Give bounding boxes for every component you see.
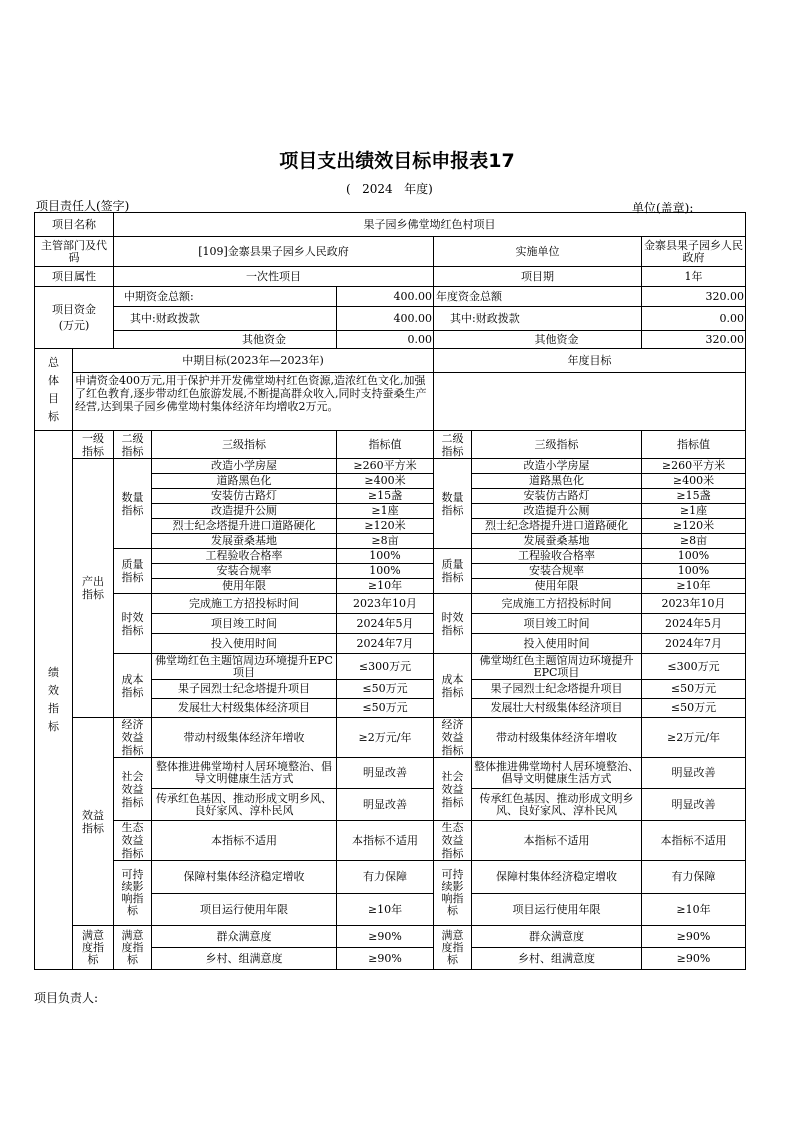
- indicator-name-annual: 带动村级集体经济年增收: [472, 718, 642, 758]
- indicator-value-annual: ≥260平方米: [642, 459, 746, 474]
- hdr-l1: 一级 指标: [73, 431, 114, 459]
- indicator-name: 项目运行使用年限: [152, 894, 337, 926]
- mid-total-label: 中期资金总额:: [114, 287, 337, 307]
- indicator-name: 改造提升公厕: [152, 504, 337, 519]
- indicator-value-annual: ≤300万元: [642, 654, 746, 680]
- period-value: 1年: [642, 267, 746, 287]
- fund-label: 项目资金 (万元): [35, 287, 114, 349]
- indicator-name: 群众满意度: [152, 926, 337, 948]
- indicator-name-annual: 安装合规率: [472, 564, 642, 579]
- indicator-value: ≥120米: [337, 519, 434, 534]
- responsible-person-label: 项目责任人(签字): [36, 199, 130, 213]
- indicator-row: [35, 718, 746, 758]
- indicator-value-annual: ≥90%: [642, 926, 746, 948]
- project-name-label: 项目名称: [35, 213, 114, 237]
- mid-other-label: 其他资金: [114, 331, 337, 349]
- year-line: ( 2024 年度): [346, 182, 433, 196]
- group-cost-annual: 成本 指标: [434, 654, 472, 718]
- indicator-name: 道路黑色化: [152, 474, 337, 489]
- indicator-row: [35, 459, 746, 474]
- indicator-name: 佛堂坳红色主题馆周边环境提升EPC项目: [152, 654, 337, 680]
- indicator-name: 发展壮大村级集体经济项目: [152, 699, 337, 718]
- group-quantity: 数量 指标: [114, 459, 152, 549]
- goal-text: 申请资金400万元,用于保护并开发佛堂坳村红色资源,造浓红色文化,加强了红色教育,逐步带动红色旅游发展,不断提高群众收入,同时支持蚕桑生产经营,达到果子园乡佛堂坳村集体经济年均增收2万元。: [73, 373, 434, 431]
- indicator-header-row: [35, 431, 746, 459]
- indicator-value: ≤50万元: [337, 699, 434, 718]
- mid-other-value: 0.00: [337, 331, 434, 349]
- indicator-name-annual: 群众满意度: [472, 926, 642, 948]
- dept-value: [109]金寨县果子园乡人民政府: [114, 237, 434, 267]
- group-quality-annual: 质量 指标: [434, 549, 472, 594]
- indicator-value-annual: ≥90%: [642, 948, 746, 970]
- group-ecological: 生态 效益 指标: [114, 821, 152, 861]
- indicator-value: 100%: [337, 549, 434, 564]
- indicator-value: ≥1座: [337, 504, 434, 519]
- group-ecological-annual: 生态 效益 指标: [434, 821, 472, 861]
- indicator-value-annual: 2024年7月: [642, 634, 746, 654]
- indicator-name: 完成施工方招投标时间: [152, 594, 337, 614]
- indicator-value-annual: ≥15盏: [642, 489, 746, 504]
- footer-label: 项目负责人:: [34, 991, 99, 1005]
- indicator-name-annual: 项目运行使用年限: [472, 894, 642, 926]
- indicator-value: ≥10年: [337, 579, 434, 594]
- group-timeliness: 时效 指标: [114, 594, 152, 654]
- indicator-row: [35, 861, 746, 894]
- indicator-value-annual: ≥10年: [642, 894, 746, 926]
- indicator-name: 整体推进佛堂坳村人居环境整治、倡导文明健康生活方式: [152, 758, 337, 789]
- hdr-l2-annual: 二级 指标: [434, 431, 472, 459]
- impl-unit-label: 实施单位: [434, 237, 642, 267]
- indicator-name-annual: 果子园烈士纪念塔提升项目: [472, 680, 642, 699]
- indicator-name-annual: 佛堂坳红色主题馆周边环境提升EPC项目: [472, 654, 642, 680]
- indicator-name: 传承红色基因、推动形成文明乡风、良好家风、淳朴民风: [152, 789, 337, 821]
- indicator-name: 安装合规率: [152, 564, 337, 579]
- indicator-row: [35, 758, 746, 789]
- group-economic-annual: 经济 效益 指标: [434, 718, 472, 758]
- indicator-name-annual: 改造提升公厕: [472, 504, 642, 519]
- hdr-val-annual: 指标值: [642, 431, 746, 459]
- hdr-l3-annual: 三级指标: [472, 431, 642, 459]
- indicator-value: ≥10年: [337, 894, 434, 926]
- indicator-row: [35, 821, 746, 861]
- unit-seal-label: 单位(盖章):: [632, 201, 694, 215]
- group-sustainable: 可持 续影 响指 标: [114, 861, 152, 926]
- indicator-name-annual: 改造小学房屋: [472, 459, 642, 474]
- indicator-name: 本指标不适用: [152, 821, 337, 861]
- indicator-value-annual: 100%: [642, 549, 746, 564]
- indicator-name: 安装仿古路灯: [152, 489, 337, 504]
- perf-label: 绩 效 指 标: [35, 431, 73, 970]
- annual-goal-header: 年度目标: [434, 349, 746, 373]
- annual-total-value: 320.00: [642, 287, 746, 307]
- group-sustainable-annual: 可持 续影 响指 标: [434, 861, 472, 926]
- indicator-value-annual: 100%: [642, 564, 746, 579]
- indicator-value-annual: ≤50万元: [642, 680, 746, 699]
- indicator-value-annual: 有力保障: [642, 861, 746, 894]
- project-name: 果子园乡佛堂坳红色村项目: [114, 213, 746, 237]
- dept-label: 主管部门及代码: [35, 237, 114, 267]
- indicator-name-annual: 保障村集体经济稳定增收: [472, 861, 642, 894]
- indicator-value: ≤300万元: [337, 654, 434, 680]
- indicator-value-annual: ≥10年: [642, 579, 746, 594]
- annual-fiscal-value: 0.00: [642, 307, 746, 331]
- indicator-value-annual: ≥400米: [642, 474, 746, 489]
- indicator-value: ≥2万元/年: [337, 718, 434, 758]
- mid-fiscal-value: 400.00: [337, 307, 434, 331]
- indicator-name: 发展蚕桑基地: [152, 534, 337, 549]
- indicator-name-annual: 本指标不适用: [472, 821, 642, 861]
- indicator-value: ≥90%: [337, 948, 434, 970]
- indicator-name-annual: 发展蚕桑基地: [472, 534, 642, 549]
- satisfaction-label: 满意 度指 标: [73, 926, 114, 970]
- group-social-annual: 社会 效益 指标: [434, 758, 472, 821]
- indicator-name: 乡村、组满意度: [152, 948, 337, 970]
- hdr-val: 指标值: [337, 431, 434, 459]
- indicator-value-annual: 明显改善: [642, 758, 746, 789]
- group-social: 社会 效益 指标: [114, 758, 152, 821]
- annual-total-label: 年度资金总额: [434, 287, 642, 307]
- indicator-name-annual: 投入使用时间: [472, 634, 642, 654]
- group-cost: 成本 指标: [114, 654, 152, 718]
- indicator-value: 本指标不适用: [337, 821, 434, 861]
- indicator-row: [35, 654, 746, 680]
- indicator-name-annual: 项目竣工时间: [472, 614, 642, 634]
- hdr-l3: 三级指标: [152, 431, 337, 459]
- impl-unit-value: 金寨县果子园乡人民政府: [642, 237, 746, 267]
- indicator-row: [35, 926, 746, 948]
- indicator-value: 明显改善: [337, 758, 434, 789]
- indicator-value: ≥8亩: [337, 534, 434, 549]
- indicator-value: 2023年10月: [337, 594, 434, 614]
- indicator-value-annual: ≥1座: [642, 504, 746, 519]
- indicator-value: ≥400米: [337, 474, 434, 489]
- indicator-value-annual: ≥2万元/年: [642, 718, 746, 758]
- group-satisfaction-annual: 满意 度指 标: [434, 926, 472, 970]
- group-economic: 经济 效益 指标: [114, 718, 152, 758]
- indicator-value-annual: 明显改善: [642, 789, 746, 821]
- indicator-name: 烈士纪念塔提升进口道路硬化: [152, 519, 337, 534]
- indicator-name-annual: 整体推进佛堂坳村人居环境整治、倡导文明健康生活方式: [472, 758, 642, 789]
- indicator-value-annual: ≥8亩: [642, 534, 746, 549]
- benefit-label: 效益 指标: [73, 718, 114, 926]
- hdr-l2: 二级 指标: [114, 431, 152, 459]
- group-quality: 质量 指标: [114, 549, 152, 594]
- group-satisfaction: 满意 度指 标: [114, 926, 152, 970]
- indicator-value-annual: 2024年5月: [642, 614, 746, 634]
- indicator-name: 改造小学房屋: [152, 459, 337, 474]
- indicator-name: 投入使用时间: [152, 634, 337, 654]
- annual-fiscal-label: 其中:财政拨款: [434, 307, 642, 331]
- indicator-value: 100%: [337, 564, 434, 579]
- indicator-value: 有力保障: [337, 861, 434, 894]
- indicator-value: ≥260平方米: [337, 459, 434, 474]
- period-label: 项目期: [434, 267, 642, 287]
- mid-total-value: 400.00: [337, 287, 434, 307]
- indicator-name-annual: 使用年限: [472, 579, 642, 594]
- indicator-name: 工程验收合格率: [152, 549, 337, 564]
- indicator-value: ≥15盏: [337, 489, 434, 504]
- indicator-name: 项目竣工时间: [152, 614, 337, 634]
- group-timeliness-annual: 时效 指标: [434, 594, 472, 654]
- group-quantity-annual: 数量 指标: [434, 459, 472, 549]
- indicator-name: 使用年限: [152, 579, 337, 594]
- mid-fiscal-label: 其中:财政拨款: [114, 307, 337, 331]
- annual-other-label: 其他资金: [434, 331, 642, 349]
- indicator-name-annual: 发展壮大村级集体经济项目: [472, 699, 642, 718]
- output-label: 产出 指标: [73, 459, 114, 718]
- indicator-value: 2024年5月: [337, 614, 434, 634]
- annual-goal-text: [434, 373, 746, 431]
- indicator-value: ≤50万元: [337, 680, 434, 699]
- indicator-row: [35, 549, 746, 564]
- overall-goal-label: 总 体 目 标: [35, 349, 73, 431]
- indicator-value: ≥90%: [337, 926, 434, 948]
- indicator-name-annual: 完成施工方招投标时间: [472, 594, 642, 614]
- attr-label: 项目属性: [35, 267, 114, 287]
- page-title: 项目支出绩效目标申报表17: [279, 150, 515, 172]
- indicator-name: 果子园烈士纪念塔提升项目: [152, 680, 337, 699]
- indicator-name: 保障村集体经济稳定增收: [152, 861, 337, 894]
- indicator-value-annual: ≥120米: [642, 519, 746, 534]
- indicator-name-annual: 乡村、组满意度: [472, 948, 642, 970]
- indicator-name: 带动村级集体经济年增收: [152, 718, 337, 758]
- indicator-value-annual: ≤50万元: [642, 699, 746, 718]
- annual-other-value: 320.00: [642, 331, 746, 349]
- indicator-value: 明显改善: [337, 789, 434, 821]
- indicator-name-annual: 工程验收合格率: [472, 549, 642, 564]
- indicator-value: 2024年7月: [337, 634, 434, 654]
- mid-goal-header: 中期目标(2023年—2023年): [73, 349, 434, 373]
- indicator-name-annual: 传承红色基因、推动形成文明乡风、良好家风、淳朴民风: [472, 789, 642, 821]
- indicator-value-annual: 2023年10月: [642, 594, 746, 614]
- indicator-row: [35, 594, 746, 614]
- indicator-name-annual: 道路黑色化: [472, 474, 642, 489]
- indicator-name-annual: 安装仿古路灯: [472, 489, 642, 504]
- indicator-value-annual: 本指标不适用: [642, 821, 746, 861]
- performance-table: [34, 212, 746, 970]
- attr-value: 一次性项目: [114, 267, 434, 287]
- indicator-name-annual: 烈士纪念塔提升进口道路硬化: [472, 519, 642, 534]
